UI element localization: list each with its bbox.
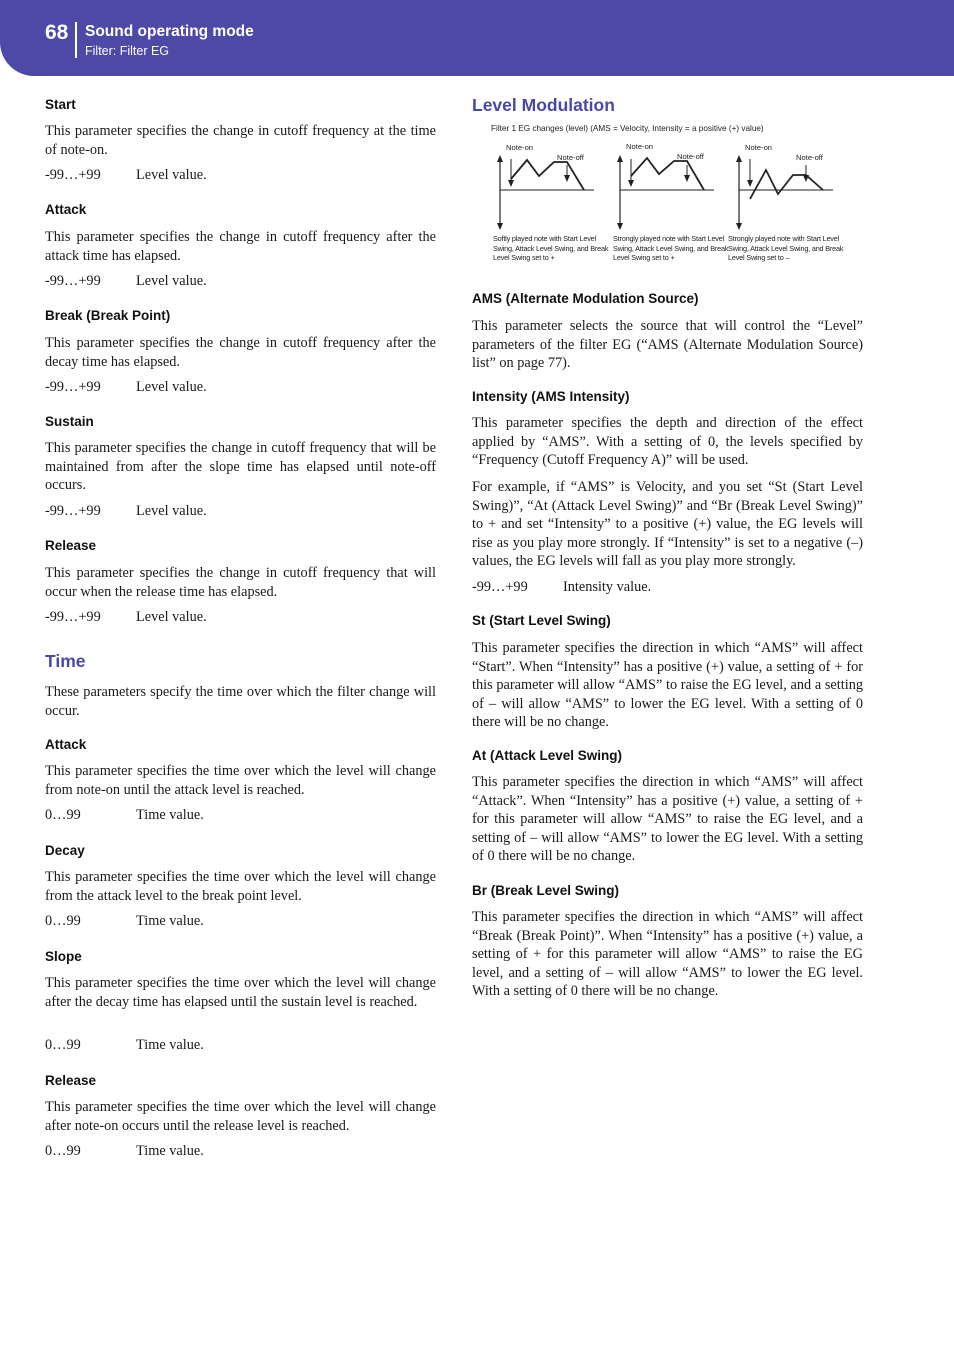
at-heading: At (Attack Level Swing): [472, 748, 623, 763]
time-text: These parameters specify the time over which the filter change will occur.: [45, 684, 436, 719]
note-off-label: Note-off: [677, 152, 704, 161]
range-desc: Level value.: [136, 167, 207, 183]
br-heading: Br (Break Level Swing): [472, 883, 620, 898]
ams-heading: AMS (Alternate Modulation Source): [472, 291, 699, 306]
time-release-heading: Release: [45, 1073, 97, 1088]
st-heading: St (Start Level Swing): [472, 613, 611, 628]
range-desc: Time value.: [136, 807, 204, 823]
panel-2-description: Strongly played note with Start Level Swing, Attack Level Swing, and Break Level Swing set to +: [613, 234, 729, 263]
break-heading: Break (Break Point): [45, 308, 171, 323]
eg-graph-soft-plus: [498, 155, 598, 230]
note-off-label: Note-off: [796, 153, 823, 162]
release-range: [45, 609, 207, 626]
release-heading: Release: [45, 538, 97, 553]
at-text: This parameter specifies the direction in which “AMS” will affect “Attack”. When “Intensity” has a positive (+) value, a setting of + for this parameter will allow “AMS” to raise the EG level, and a setting of – will allow “AMS” to lower the EG level. With a setting of 0 there will be no change.: [472, 774, 863, 865]
range-desc: Intensity value.: [563, 579, 652, 595]
range-value: 0…99: [45, 1037, 81, 1053]
range-desc: Level value.: [136, 609, 207, 625]
page-number: 68: [45, 21, 69, 44]
panel-3-description: Strongly played note with Start Level Swing, Attack Level Swing, and Break Level Swing set to –: [728, 234, 844, 263]
range-desc: Level value.: [136, 503, 207, 519]
break-range: [45, 379, 207, 396]
time-slope-text: This parameter specifies the time over which the level will change after the decay time has elapsed until the sustain level is reached.: [45, 975, 436, 1010]
note-on-label: Note-on: [745, 143, 773, 152]
range-value: 0…99: [45, 1143, 81, 1159]
page-subtitle: Filter: Filter EG: [85, 44, 170, 58]
time-attack-text: This parameter specifies the time over which the level will change from note-on until the attack level is reached.: [45, 763, 436, 798]
range-value: -99…+99: [45, 379, 101, 395]
page-title: Sound operating mode: [85, 23, 254, 40]
eg-graph-strong-plus: [618, 155, 718, 230]
intensity-heading: Intensity (AMS Intensity): [472, 389, 630, 404]
attack-text: This parameter specifies the change in cutoff frequency after the attack time has elapsed.: [45, 229, 436, 264]
range-desc: Time value.: [136, 1037, 204, 1053]
attack-range: [45, 273, 207, 290]
panel-1-description: Softly played note with Start Level Swing, Attack Level Swing, and Break Level Swing set to +: [493, 234, 609, 263]
release-text: This parameter specifies the change in cutoff frequency that will occur when the release time has elapsed.: [45, 565, 436, 600]
st-text: This parameter specifies the direction in which “AMS” will affect “Start”. When “Intensity” has a positive (+) value, a setting of + for this parameter will allow “AMS” to raise the EG level, and a setting of – will allow “AMS” to lower the EG level. With a setting of 0 there will be no change.: [472, 640, 863, 731]
range-value: -99…+99: [472, 579, 528, 595]
eg-graph-strong-minus: [737, 155, 837, 230]
note-on-label: Note-on: [506, 143, 534, 152]
time-release-range: [45, 1143, 204, 1160]
start-heading: Start: [45, 97, 76, 112]
range-desc: Level value.: [136, 273, 207, 289]
range-desc: Time value.: [136, 913, 204, 929]
range-value: -99…+99: [45, 273, 101, 289]
range-value: 0…99: [45, 913, 81, 929]
range-desc: Time value.: [136, 1143, 204, 1159]
intensity-text-1: This parameter specifies the depth and direction of the effect applied by “AMS”. With a setting of 0, the levels specified by “Frequency (Cutoff Frequency A)” will be used.: [472, 415, 863, 469]
range-value: -99…+99: [45, 167, 101, 183]
time-slope-range: [45, 1037, 204, 1054]
time-heading: Time: [45, 651, 86, 671]
range-value: 0…99: [45, 807, 81, 823]
sustain-heading: Sustain: [45, 414, 94, 429]
note-off-label: Note-off: [557, 153, 584, 162]
time-attack-heading: Attack: [45, 737, 87, 752]
range-desc: Level value.: [136, 379, 207, 395]
br-text: This parameter specifies the direction in which “AMS” will affect “Break (Break Point)”. When “Intensity” has a positive (+) value, a setting of + for this parameter will allow “AMS” to raise the EG level, and a setting of – will allow “AMS” to lower the EG level. With a setting of 0 there will be no change.: [472, 909, 863, 1000]
level-modulation-heading: Level Modulation: [472, 95, 615, 115]
sustain-range: [45, 503, 207, 520]
intensity-range: [472, 579, 651, 596]
time-decay-range: [45, 913, 204, 930]
intensity-text-2: For example, if “AMS” is Velocity, and you set “St (Start Level Swing)”, “At (Attack Level Swing)” and “Br (Break Level Swing)” to + and set “Intensity” to a positive (+) value, the EG levels will rise as you play more strongly. If “Intensity” is set to a negative (–) values, the EG levels will fall as you play more strongly.: [472, 479, 863, 570]
time-decay-heading: Decay: [45, 843, 85, 858]
time-slope-heading: Slope: [45, 949, 82, 964]
break-text: This parameter specifies the change in cutoff frequency after the decay time has elapsed.: [45, 335, 436, 370]
time-attack-range: [45, 807, 204, 824]
header-divider: [75, 22, 77, 58]
time-decay-text: This parameter specifies the time over which the level will change from the attack level to the break point level.: [45, 869, 436, 904]
page-header: [0, 0, 954, 76]
note-on-label: Note-on: [626, 142, 654, 151]
ams-text: This parameter selects the source that will control the “Level” parameters of the filter EG (“AMS (Alternate Modulation Source) list” on page 77).: [472, 318, 863, 372]
eg-level-diagram: [472, 121, 862, 271]
time-release-text: This parameter specifies the time over which the level will change after note-on occurs until the release level is reached.: [45, 1099, 436, 1134]
start-range: [45, 167, 207, 184]
range-value: -99…+99: [45, 503, 101, 519]
diagram-caption: Filter 1 EG changes (level) (AMS = Velocity, Intensity = a positive (+) value): [491, 124, 764, 133]
sustain-text: This parameter specifies the change in cutoff frequency that will be maintained from after the slope time has elapsed until note-off occurs.: [45, 440, 436, 494]
start-text: This parameter specifies the change in cutoff frequency at the time of note-on.: [45, 123, 436, 158]
attack-heading: Attack: [45, 202, 87, 217]
range-value: -99…+99: [45, 609, 101, 625]
